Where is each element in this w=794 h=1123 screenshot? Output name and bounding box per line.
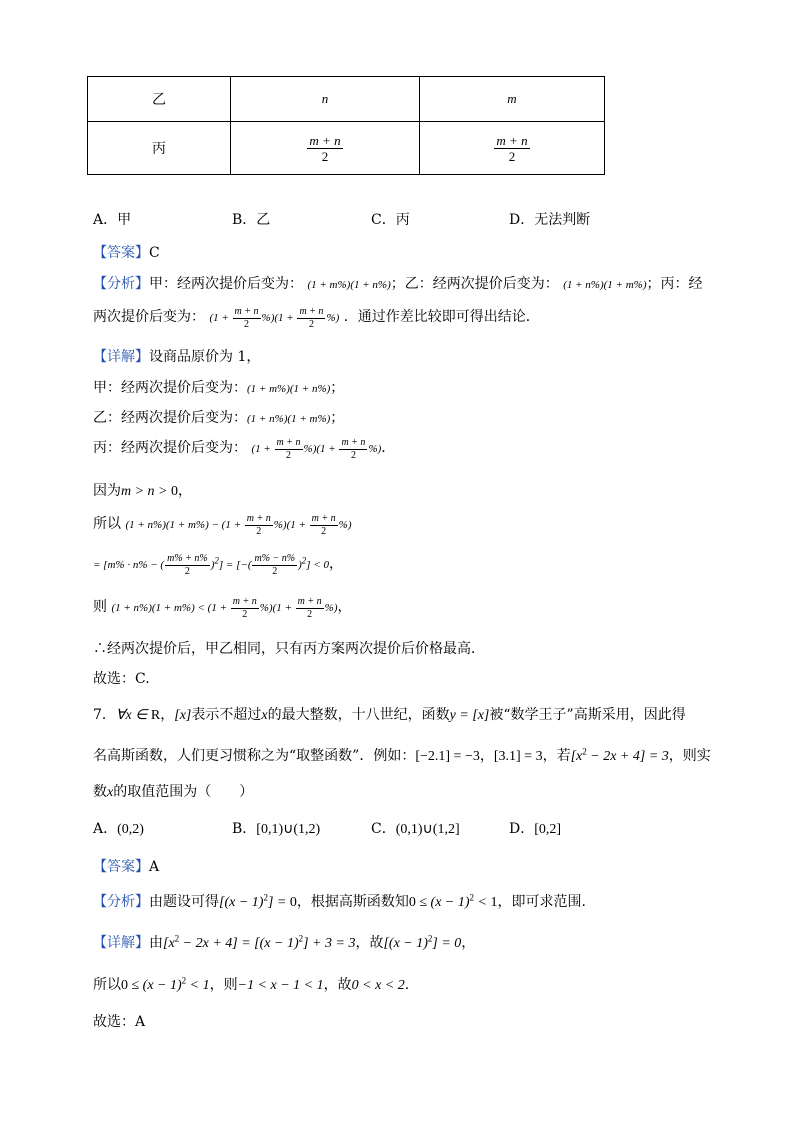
- analysis-line-1: 【分析】甲：经两次提价后变为： (1 + m%)(1 + n%)；乙：经两次提价后变为： (1 + n%)(1 + m%)；丙：经: [93, 276, 703, 292]
- answer-line: 【答案】C: [93, 245, 160, 261]
- option-a: A．甲: [93, 212, 132, 228]
- q7-detail-2: 所以$0 \le (x - 1)^2 < 1$，则−1 < x − 1 < 1，故0 < x < 2.: [93, 975, 410, 993]
- detail-choose: 故选：C.: [93, 671, 150, 687]
- table-cell: m: [420, 77, 605, 122]
- table-row: [88, 122, 605, 175]
- row-label: 丙: [88, 122, 231, 175]
- detail-yi: 乙：经两次提价后变为：(1 + n%)(1 + m%)；: [93, 410, 345, 426]
- q7-stem-1: 7．∀x ∈ R，[x]表示不超过x的最大整数，十八世纪，函数y = [x]被“数学王子”高斯采用，因此得: [93, 707, 686, 723]
- detail-jia: 甲：经两次提价后变为：(1 + m%)(1 + n%)；: [93, 380, 345, 396]
- q7-detail-1: 【详解】由$[x^2 - 2x + 4] = [(x - 1)^2] + 3 = 3$，故$[(x - 1)^2] = 0$，: [93, 933, 476, 951]
- option-b: B．乙: [232, 212, 271, 228]
- detail-because: 因为m > n > 0，: [93, 483, 193, 499]
- q7-option-c: C．(0,1)∪(1,2]: [371, 821, 460, 837]
- q7-option-d: D．[0,2]: [509, 821, 562, 837]
- q7-stem-2: 名高斯函数，人们更习惯称之为“取整函数”．例如：[−2.1] = −3，[3.1] = 3，若$[x^2 - 2x + 4] = 3$，则实: [93, 746, 711, 764]
- q7-choose: 故选：A: [93, 1014, 146, 1030]
- detail-difference: = [m% · n% − ( $\frac{m\% + n\%}{2}$ )$^2$] = [−( $\frac{m\% - n\%}{2}$ )$^2$] < 0，: [93, 552, 344, 577]
- option-d: D．无法判断: [509, 212, 591, 228]
- row-label: 乙: [88, 77, 231, 122]
- price-table: [87, 76, 605, 175]
- table-cell: $\frac{m + n}{2}$: [420, 122, 605, 175]
- table-cell: n: [231, 77, 420, 122]
- q7-answer: 【答案】A: [93, 859, 160, 875]
- detail-ze: 则 (1 + n%)(1 + m%) < (1 + $\frac{m + n}{2}$ %)(1 + $\frac{m + n}{2}$ %)，: [93, 595, 352, 620]
- analysis-line-2: 两次提价后变为： (1 + $\frac{m + n}{2}$ %)(1 + $\frac{m + n}{2}$ %) ．通过作差比较即可得出结论．: [93, 305, 540, 330]
- table-row: [88, 77, 605, 122]
- q7-option-b: B．[0,1)∪(1,2): [232, 821, 321, 837]
- detail-conclusion: ∴经两次提价后，甲乙相同，只有丙方案两次提价后价格最高．: [93, 641, 485, 657]
- detail-suoyi: 所以 (1 + n%)(1 + m%) − (1 + $\frac{m + n}{2}$ %)(1 + $\frac{m + n}{2}$ %): [93, 512, 352, 537]
- detail-line-1: 【详解】设商品原价为 1，: [93, 349, 261, 365]
- q7-option-a: A．(0,2): [93, 821, 144, 837]
- table-cell: $\frac{m + n}{2}$: [231, 122, 420, 175]
- option-c: C．丙: [371, 212, 410, 228]
- detail-bing: 丙：经两次提价后变为： (1 + $\frac{m + n}{2}$ %)(1 + $\frac{m + n}{2}$ %)．: [93, 436, 396, 461]
- q7-analysis: 【分析】由题设可得$[(x - 1)^2] = 0$，根据高斯函数知$0 \le (x - 1)^2 < 1$，即可求范围.: [93, 892, 586, 910]
- q7-stem-3: 数x的取值范围为（ ）: [93, 784, 254, 800]
